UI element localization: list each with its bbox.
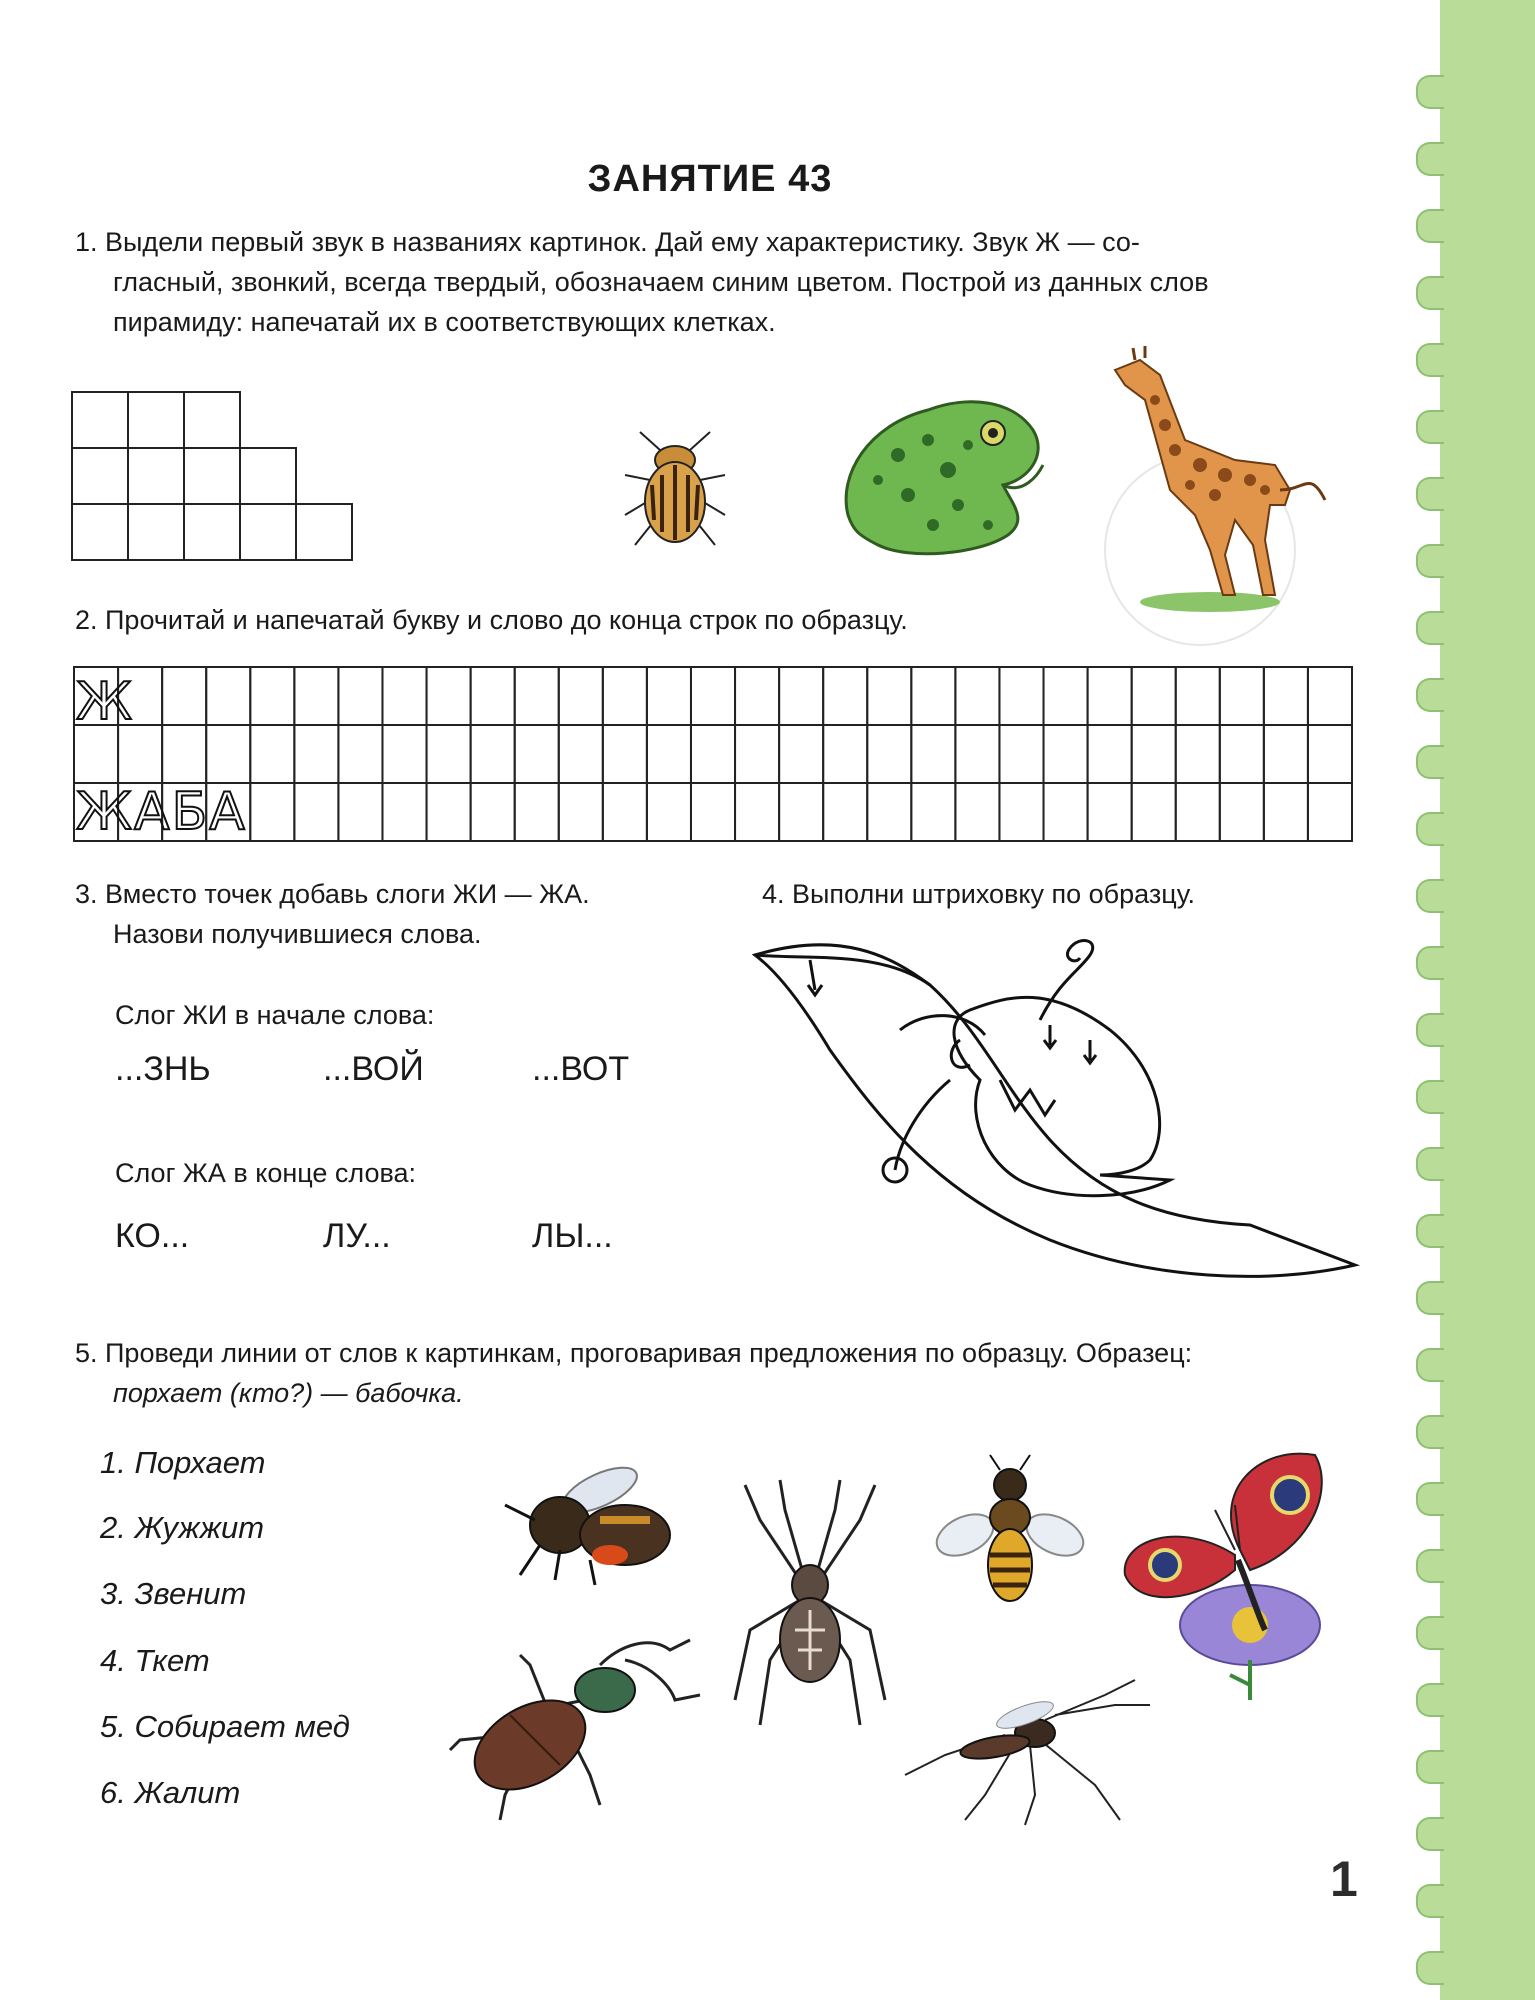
grid-cell[interactable] [911, 667, 955, 725]
sample-letter: Ж [76, 672, 133, 732]
task3-group1-label: Слог ЖИ в начале слова: [115, 1000, 435, 1030]
edge-tab [1416, 1951, 1444, 1985]
grid-cell[interactable] [603, 725, 647, 783]
grid-cell[interactable] [867, 783, 911, 841]
verb-item[interactable]: 4. Ткет [100, 1643, 210, 1678]
grid-cell[interactable] [1176, 667, 1220, 725]
grid-cell[interactable] [603, 667, 647, 725]
task3-word: ...ВОЙ [323, 1050, 424, 1088]
mosquito-icon[interactable] [905, 1675, 1155, 1825]
butterfly-icon[interactable] [1120, 1450, 1360, 1700]
edge-tab [1416, 1549, 1444, 1583]
edge-tab [1416, 1817, 1444, 1851]
grid-cell[interactable] [1088, 725, 1132, 783]
grid-cell[interactable] [1308, 783, 1352, 841]
grid-cell[interactable] [162, 667, 206, 725]
grid-cell[interactable] [735, 667, 779, 725]
stag-beetle-icon[interactable] [450, 1625, 710, 1825]
grid-cell[interactable] [1044, 667, 1088, 725]
pyramid-grid[interactable] [72, 392, 362, 562]
wasp-icon[interactable] [935, 1455, 1085, 1615]
edge-tab [1416, 745, 1444, 779]
grid-cell[interactable] [1264, 667, 1308, 725]
grid-cell[interactable] [1088, 667, 1132, 725]
grid-cell[interactable] [1176, 783, 1220, 841]
edge-tab [1416, 1013, 1444, 1047]
task3-group2-label: Слог ЖА в конце слова: [115, 1158, 417, 1188]
task3-word: ...ВОТ [532, 1050, 630, 1088]
toad-icon [838, 385, 1048, 565]
grid-cell[interactable] [735, 783, 779, 841]
lesson-title: ЗАНЯТИЕ 43 [587, 158, 833, 200]
grid-cell[interactable] [382, 783, 426, 841]
edge-tab [1416, 209, 1444, 243]
task3-word: КО... [115, 1217, 190, 1255]
edge-tab [1416, 946, 1444, 980]
edge-tab [1416, 879, 1444, 913]
grid-cell[interactable] [735, 725, 779, 783]
grid-cell[interactable] [1264, 725, 1308, 783]
task1-line1: 1. Выдели первый звук в названиях картинок. Дай ему характеристику. Звук Ж — со- [75, 227, 1140, 257]
task5-line1: 5. Проведи линии от слов к картинкам, проговаривая предложения по образцу. Образец: [75, 1338, 1193, 1368]
grid-cell[interactable] [1220, 725, 1264, 783]
edge-tab [1416, 1281, 1444, 1315]
grid-cell[interactable] [1132, 667, 1176, 725]
edge-tab [1416, 343, 1444, 377]
giraffe-icon [1085, 340, 1335, 620]
grid-cell[interactable] [1132, 725, 1176, 783]
grid-cell[interactable] [1088, 783, 1132, 841]
bumblebee-icon[interactable] [500, 1460, 690, 1590]
grid-cell[interactable] [1044, 725, 1088, 783]
edge-tab [1416, 1884, 1444, 1918]
task2-copy-grid[interactable] [74, 667, 1354, 843]
grid-cell[interactable] [515, 783, 559, 841]
verb-item[interactable]: 2. Жужжит [100, 1510, 265, 1545]
edge-tab [1416, 1415, 1444, 1449]
edge-tab [1416, 410, 1444, 444]
verb-item[interactable]: 3. Звенит [100, 1576, 247, 1611]
verb-item[interactable]: 6. Жалит [100, 1775, 241, 1810]
edge-tab [1416, 75, 1444, 109]
task5-example: порхает (кто?) — бабочка. [113, 1378, 464, 1408]
task3-word: ЛУ... [323, 1217, 391, 1255]
grid-cell[interactable] [338, 725, 382, 783]
task1-line2: гласный, звонкий, всегда твердый, обозначаем синим цветом. Построй из данных слов [113, 267, 1209, 297]
grid-cell[interactable] [427, 667, 471, 725]
verb-item[interactable]: 1. Порхает [100, 1445, 266, 1480]
edge-tab [1416, 477, 1444, 511]
grid-cell[interactable] [1264, 783, 1308, 841]
task4-instruction: 4. Выполни штриховку по образцу. [762, 879, 1196, 909]
grid-cell[interactable] [999, 667, 1043, 725]
grid-cell[interactable] [471, 725, 515, 783]
grid-cell[interactable] [1220, 783, 1264, 841]
task1-text [75, 222, 1375, 342]
grid-cell[interactable] [603, 783, 647, 841]
edge-tab [1416, 812, 1444, 846]
grid-cell[interactable] [427, 725, 471, 783]
grid-cell[interactable] [999, 783, 1043, 841]
grid-cell[interactable] [382, 725, 426, 783]
grid-cell[interactable] [647, 667, 691, 725]
grid-cell[interactable] [559, 725, 603, 783]
task2-instruction: 2. Прочитай и напечатай букву и слово до конца строк по образцу. [75, 605, 908, 635]
grid-cell[interactable] [955, 667, 999, 725]
grid-cell[interactable] [823, 783, 867, 841]
task3-line2: Назови получившиеся слова. [113, 919, 482, 949]
grid-cell[interactable] [471, 667, 515, 725]
page-number: 1 [1330, 1851, 1358, 1907]
grid-cell[interactable] [691, 667, 735, 725]
grid-cell[interactable] [515, 667, 559, 725]
grid-cell[interactable] [250, 725, 294, 783]
grid-cell[interactable] [427, 783, 471, 841]
grid-cell[interactable] [382, 667, 426, 725]
grid-cell[interactable] [471, 783, 515, 841]
grid-cell[interactable] [955, 725, 999, 783]
grid-cell[interactable] [779, 667, 823, 725]
grid-cell[interactable] [647, 783, 691, 841]
grid-cell[interactable] [911, 783, 955, 841]
page-edge-decoration [1440, 0, 1535, 2000]
edge-tab [1416, 678, 1444, 712]
hatching-leaf-figure[interactable] [750, 940, 1360, 1300]
grid-cell[interactable] [999, 725, 1043, 783]
edge-tab [1416, 611, 1444, 645]
grid-cell[interactable] [1308, 725, 1352, 783]
grid-cell[interactable] [911, 725, 955, 783]
edge-tab [1416, 1616, 1444, 1650]
grid-cell[interactable] [647, 725, 691, 783]
edge-tab [1416, 1080, 1444, 1114]
beetle-icon [620, 420, 730, 555]
grid-cell[interactable] [691, 783, 735, 841]
grid-cell[interactable] [691, 725, 735, 783]
task3-word: ЛЫ... [532, 1217, 613, 1255]
task3-word: ...ЗНЬ [115, 1050, 211, 1088]
edge-tab [1416, 1683, 1444, 1717]
grid-cell[interactable] [867, 725, 911, 783]
spider-icon[interactable] [730, 1480, 890, 1730]
grid-cell[interactable] [559, 667, 603, 725]
edge-tab [1416, 276, 1444, 310]
grid-cell[interactable] [867, 667, 911, 725]
edge-tab [1416, 1750, 1444, 1784]
grid-cell[interactable] [1132, 783, 1176, 841]
grid-cell[interactable] [118, 725, 162, 783]
sample-word: ЖАБА [76, 782, 247, 842]
grid-cell[interactable] [823, 667, 867, 725]
grid-cell[interactable] [294, 667, 338, 725]
edge-tab [1416, 142, 1444, 176]
edge-tab [1416, 1348, 1444, 1382]
grid-cell[interactable] [1176, 725, 1220, 783]
grid-cell[interactable] [338, 667, 382, 725]
grid-cell[interactable] [823, 725, 867, 783]
grid-cell[interactable] [250, 667, 294, 725]
grid-cell[interactable] [779, 783, 823, 841]
edge-tab [1416, 544, 1444, 578]
grid-cell[interactable] [779, 725, 823, 783]
grid-cell[interactable] [294, 725, 338, 783]
task1-line3: пирамиду: напечатай их в соответствующих клетках. [113, 307, 776, 337]
grid-cell[interactable] [955, 783, 999, 841]
verb-item[interactable]: 5. Собирает мед [100, 1709, 350, 1744]
grid-cell[interactable] [206, 725, 250, 783]
grid-cell[interactable] [1044, 783, 1088, 841]
task3-text [75, 874, 590, 954]
grid-cell[interactable] [206, 667, 250, 725]
grid-cell[interactable] [515, 725, 559, 783]
task5-text [75, 1333, 1375, 1413]
task3-line1: 3. Вместо точек добавь слоги ЖИ — ЖА. [75, 879, 590, 909]
grid-cell[interactable] [559, 783, 603, 841]
grid-cell[interactable] [162, 725, 206, 783]
edge-tab [1416, 1147, 1444, 1181]
edge-tab [1416, 1482, 1444, 1516]
grid-cell[interactable] [74, 725, 118, 783]
grid-cell[interactable] [250, 783, 294, 841]
edge-tab [1416, 1214, 1444, 1248]
grid-cell[interactable] [294, 783, 338, 841]
grid-cell[interactable] [338, 783, 382, 841]
grid-cell[interactable] [1308, 667, 1352, 725]
grid-cell[interactable] [1220, 667, 1264, 725]
